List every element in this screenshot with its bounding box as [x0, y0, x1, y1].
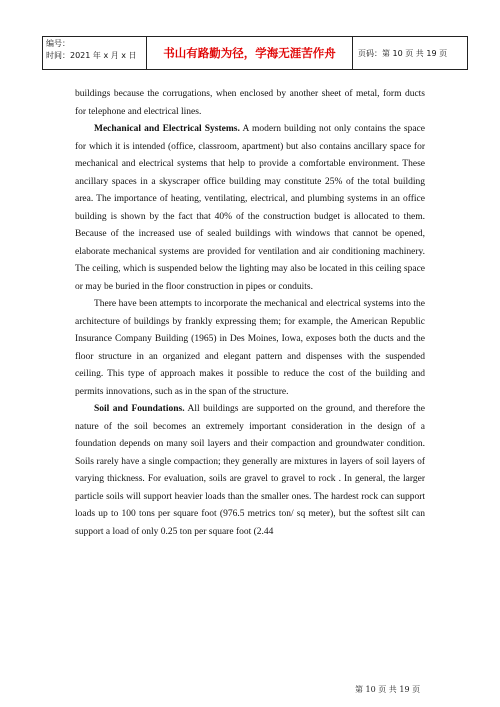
paragraph-2-text: A modern building not only contains the space for which it is intended (office, classroom, apartment) but also contains ancillary space for mechanical and electrical systems that help to provide a comfortable environment. These ancillary spaces in a skyscraper office building may constitute 25% of the total building area. The importance of heating, ventilating, electrical, and plumbing systems in an office building is shown by the fact that 40% of the construction budget is allocated to them. Because of the increased use of sealed buildings with windows that cannot be opened, elaborate mechanical systems are provided for ventilation and air conditioning machinery. The ceiling, which is suspended below the lighting may also be located in this ceiling space or may be buried in the floor construction in pipes or conduits. [75, 124, 425, 292]
paragraph-1: buildings because the corrugations, when enclosed by another sheet of metal, form ducts for telephone and electrical lines. [75, 89, 425, 117]
document-body [75, 86, 425, 541]
paragraph-2 [75, 121, 425, 296]
section-heading-soil-foundations: Soil and Foundations. [94, 404, 185, 414]
header-motto: 书山有路勤为径，学海无涯苦作舟 [147, 37, 353, 69]
header-page-info: 页码：第 10 页 共 19 页 [358, 48, 448, 58]
header-number-label: 编号： [46, 39, 70, 48]
page-footer: 第 10 页 共 19 页 [355, 685, 421, 694]
paragraph-4 [75, 401, 425, 541]
header-time-label: 时间：2021 年 x 月 x 日 [46, 51, 137, 60]
page-header [42, 36, 468, 70]
section-heading-mechanical-electrical: Mechanical and Electrical Systems. [94, 124, 240, 134]
paragraph-3: There have been attempts to incorporate the mechanical and electrical systems into the architecture of buildings by frankly expressing them; for example, the American Republic Insurance Company Building (1965) in Des Moines, Iowa, exposes both the ducts and the floor structure in an organized and elegant pattern and dispenses with the suspended ceiling. This type of approach makes it possible to reduce the cost of the building and permits innovations, such as in the span of the structure. [75, 299, 425, 397]
paragraph-4-text: All buildings are supported on the ground, and therefore the nature of the soil becomes an extremely important consideration in the design of a foundation depends on many soil layers and their compaction and groundwater condition. Soils rarely have a single compaction; they generally are mixtures in layers of soil layers of varying thickness. For evaluation, soils are gravel to gravel to rock . In general, the larger particle soils will support heavier loads than the smaller ones. The hardest rock can support loads up to 100 tons per square foot (976.5 metrics ton/ sq meter), but the softest silt can support a load of only 0.25 ton per square foot (2.44 [75, 404, 425, 537]
header-meta [43, 37, 147, 69]
